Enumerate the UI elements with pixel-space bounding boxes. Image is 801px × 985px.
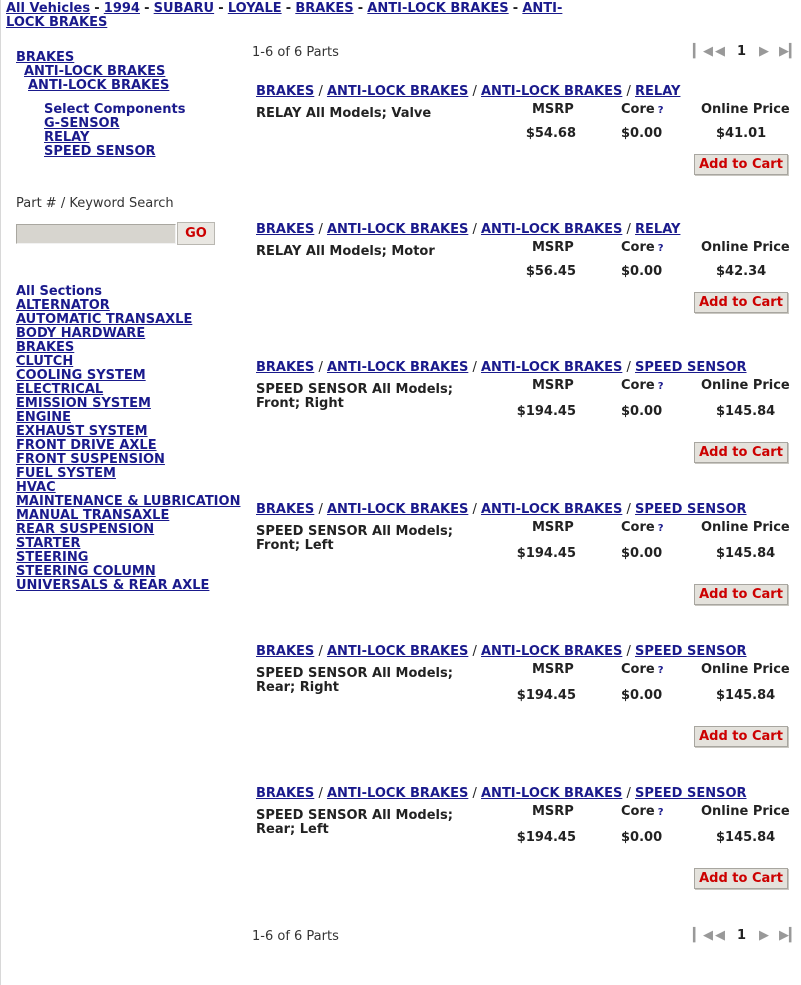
keyword-search-input[interactable]	[16, 224, 176, 244]
part-breadcrumb: BRAKES / ANTI-LOCK BRAKES / ANTI-LOCK BRAKES / SPEED SENSOR	[256, 786, 747, 801]
section-link[interactable]: ALTERNATOR	[16, 298, 110, 313]
part-listing	[256, 223, 791, 323]
online-price-header: Online Price	[701, 240, 790, 255]
current-page: 1	[737, 928, 747, 943]
core-help-icon[interactable]: ?	[657, 807, 664, 818]
search-label: Part # / Keyword Search	[16, 196, 174, 211]
section-link[interactable]: EMISSION SYSTEM	[16, 396, 151, 411]
section-link[interactable]: HVAC	[16, 480, 56, 495]
components-header: Select Components	[44, 102, 186, 117]
breadcrumb-model[interactable]: LOYALE	[227, 1, 282, 16]
part-breadcrumb: BRAKES / ANTI-LOCK BRAKES / ANTI-LOCK BRAKES / RELAY	[256, 84, 681, 99]
part-description: RELAY All Models; Valve	[256, 106, 432, 121]
part-crumb-anti-lock-group[interactable]: ANTI-LOCK BRAKES	[481, 786, 623, 801]
core-header: Core ?	[621, 662, 664, 677]
breadcrumb-separator: -	[357, 1, 364, 16]
msrp-value: $54.68	[525, 126, 576, 141]
online-price-header: Online Price	[701, 378, 790, 393]
part-crumb-anti-lock[interactable]: ANTI-LOCK BRAKES	[326, 84, 469, 99]
section-link[interactable]: FRONT DRIVE AXLE	[16, 438, 157, 453]
online-price-value: $145.84	[716, 546, 776, 561]
part-breadcrumb: BRAKES / ANTI-LOCK BRAKES / ANTI-LOCK BRAKES / RELAY	[256, 222, 681, 237]
section-link[interactable]: STEERING COLUMN	[16, 564, 156, 579]
section-link[interactable]: CLUTCH	[16, 354, 74, 369]
core-value: $0.00	[621, 264, 663, 279]
sidebar-components	[44, 103, 185, 159]
part-crumb-brakes[interactable]: BRAKES	[256, 360, 315, 375]
core-value: $0.00	[621, 688, 663, 703]
core-header: Core ?	[621, 240, 664, 255]
add-to-cart-button[interactable]: Add to Cart	[694, 442, 788, 463]
parts-count: 1-6 of 6 Parts	[252, 45, 339, 60]
part-listing	[256, 787, 791, 887]
parts-count: 1-6 of 6 Parts	[252, 929, 339, 944]
section-link[interactable]: FRONT SUSPENSION	[16, 452, 165, 467]
sidebar-tree-brakes[interactable]: BRAKES	[16, 50, 75, 65]
online-price-value: $145.84	[716, 830, 776, 845]
section-link[interactable]: FUEL SYSTEM	[16, 466, 116, 481]
msrp-value: $194.45	[516, 546, 576, 561]
msrp-header: MSRP	[532, 102, 574, 117]
part-crumb-component[interactable]: RELAY	[635, 84, 681, 99]
first-page-icon[interactable]: ▎◀	[693, 928, 713, 943]
part-crumb-anti-lock[interactable]: ANTI-LOCK BRAKES	[326, 644, 469, 659]
core-help-icon[interactable]: ?	[657, 523, 664, 534]
breadcrumb-separator: -	[218, 1, 224, 16]
online-price-header: Online Price	[701, 662, 790, 677]
sidebar-tree-anti-lock-brakes-group[interactable]: ANTI-LOCK BRAKES	[28, 78, 170, 93]
component-speed-sensor[interactable]: SPEED SENSOR	[44, 144, 156, 159]
core-header: Core ?	[621, 102, 664, 117]
online-price-header: Online Price	[701, 102, 790, 117]
part-crumb-anti-lock[interactable]: ANTI-LOCK BRAKES	[326, 222, 469, 237]
part-crumb-component[interactable]: SPEED SENSOR	[635, 786, 747, 801]
section-link[interactable]: STARTER	[16, 536, 81, 551]
add-to-cart-button[interactable]: Add to Cart	[694, 868, 788, 889]
part-description: SPEED SENSOR All Models; Front; Left	[256, 524, 453, 553]
breadcrumb-section[interactable]: BRAKES	[295, 1, 354, 16]
add-to-cart-button[interactable]: Add to Cart	[694, 726, 788, 747]
core-value: $0.00	[621, 404, 663, 419]
breadcrumb-separator: -	[285, 1, 292, 16]
core-help-icon[interactable]: ?	[657, 665, 664, 676]
part-listing	[256, 361, 791, 461]
prev-page-icon[interactable]: ◀	[715, 928, 725, 943]
section-link[interactable]: UNIVERSALS & REAR AXLE	[16, 578, 210, 593]
breadcrumb-group[interactable]: ANTI-LOCK BRAKES	[6, 1, 563, 30]
page-left-border	[0, 0, 1, 985]
pager-top	[693, 44, 799, 60]
msrp-value: $56.45	[525, 264, 576, 279]
section-link[interactable]: COOLING SYSTEM	[16, 368, 146, 383]
part-listing	[256, 645, 791, 745]
section-link[interactable]: MAINTENANCE & LUBRICATION	[16, 494, 241, 509]
breadcrumb	[6, 2, 596, 30]
msrp-header: MSRP	[532, 662, 574, 677]
breadcrumb-separator: -	[144, 1, 150, 16]
core-help-icon[interactable]: ?	[657, 105, 664, 116]
part-crumb-brakes[interactable]: BRAKES	[256, 644, 315, 659]
breadcrumb-subsection[interactable]: ANTI-LOCK BRAKES	[367, 1, 509, 16]
core-value: $0.00	[621, 546, 663, 561]
next-page-icon[interactable]: ▶	[759, 928, 769, 943]
msrp-value: $194.45	[516, 404, 576, 419]
core-header: Core ?	[621, 804, 664, 819]
part-crumb-anti-lock-group[interactable]: ANTI-LOCK BRAKES	[481, 644, 623, 659]
part-description: SPEED SENSOR All Models; Rear; Right	[256, 666, 453, 695]
part-breadcrumb: BRAKES / ANTI-LOCK BRAKES / ANTI-LOCK BRAKES / SPEED SENSOR	[256, 644, 747, 659]
online-price-header: Online Price	[701, 520, 790, 535]
component-relay[interactable]: RELAY	[44, 130, 90, 145]
msrp-value: $194.45	[516, 688, 576, 703]
part-crumb-brakes[interactable]: BRAKES	[256, 222, 315, 237]
breadcrumb-separator: -	[94, 1, 100, 16]
section-link[interactable]: ELECTRICAL	[16, 382, 104, 397]
breadcrumb-separator: -	[512, 1, 519, 16]
section-link[interactable]: EXHAUST SYSTEM	[16, 424, 148, 439]
part-crumb-anti-lock[interactable]: ANTI-LOCK BRAKES	[326, 502, 469, 517]
part-crumb-anti-lock[interactable]: ANTI-LOCK BRAKES	[326, 786, 469, 801]
part-listing	[256, 85, 791, 185]
component-g-sensor[interactable]: G-SENSOR	[44, 116, 120, 131]
add-to-cart-button[interactable]: Add to Cart	[694, 292, 788, 313]
breadcrumb-make[interactable]: SUBARU	[153, 1, 215, 16]
core-value: $0.00	[621, 126, 663, 141]
part-crumb-anti-lock-group[interactable]: ANTI-LOCK BRAKES	[481, 84, 623, 99]
breadcrumb-year[interactable]: 1994	[103, 1, 140, 16]
msrp-value: $194.45	[516, 830, 576, 845]
online-price-value: $145.84	[716, 688, 776, 703]
section-link[interactable]: ENGINE	[16, 410, 72, 425]
core-value: $0.00	[621, 830, 663, 845]
part-crumb-anti-lock-group[interactable]: ANTI-LOCK BRAKES	[481, 222, 623, 237]
sidebar-tree-anti-lock-brakes[interactable]: ANTI-LOCK BRAKES	[24, 64, 166, 79]
part-description: SPEED SENSOR All Models; Rear; Left	[256, 808, 453, 837]
next-page-icon[interactable]: ▶	[759, 44, 769, 59]
section-link[interactable]: BODY HARDWARE	[16, 326, 146, 341]
go-button[interactable]: GO	[177, 222, 215, 245]
msrp-header: MSRP	[532, 378, 574, 393]
part-breadcrumb: BRAKES / ANTI-LOCK BRAKES / ANTI-LOCK BRAKES / SPEED SENSOR	[256, 502, 747, 517]
part-description: RELAY All Models; Motor	[256, 244, 435, 259]
part-crumb-component[interactable]: RELAY	[635, 222, 681, 237]
last-page-icon[interactable]: ▶▎	[779, 928, 799, 943]
msrp-header: MSRP	[532, 240, 574, 255]
section-link[interactable]: BRAKES	[16, 340, 75, 355]
online-price-value: $41.01	[716, 126, 767, 141]
core-help-icon[interactable]: ?	[657, 381, 664, 392]
part-crumb-brakes[interactable]: BRAKES	[256, 786, 315, 801]
online-price-header: Online Price	[701, 804, 790, 819]
sidebar-sections	[16, 285, 240, 593]
pager-bottom	[693, 928, 799, 944]
prev-page-icon[interactable]: ◀	[715, 44, 725, 59]
core-header: Core ?	[621, 378, 664, 393]
part-breadcrumb: BRAKES / ANTI-LOCK BRAKES / ANTI-LOCK BRAKES / SPEED SENSOR	[256, 360, 747, 375]
part-crumb-anti-lock-group[interactable]: ANTI-LOCK BRAKES	[481, 502, 623, 517]
last-page-icon[interactable]: ▶▎	[779, 44, 799, 59]
part-crumb-component[interactable]: SPEED SENSOR	[635, 502, 747, 517]
part-description: SPEED SENSOR All Models; Front; Right	[256, 382, 453, 411]
add-to-cart-button[interactable]: Add to Cart	[694, 154, 788, 175]
current-page: 1	[737, 44, 747, 59]
core-help-icon[interactable]: ?	[657, 243, 664, 254]
part-crumb-anti-lock[interactable]: ANTI-LOCK BRAKES	[326, 360, 469, 375]
add-to-cart-button[interactable]: Add to Cart	[694, 584, 788, 605]
online-price-value: $145.84	[716, 404, 776, 419]
section-link[interactable]: MANUAL TRANSAXLE	[16, 508, 170, 523]
sections-header: All Sections	[16, 284, 102, 299]
online-price-value: $42.34	[716, 264, 767, 279]
part-crumb-component[interactable]: SPEED SENSOR	[635, 360, 747, 375]
part-crumb-brakes[interactable]: BRAKES	[256, 502, 315, 517]
first-page-icon[interactable]: ▎◀	[693, 44, 713, 59]
breadcrumb-all-vehicles[interactable]: All Vehicles	[6, 1, 91, 16]
part-crumb-component[interactable]: SPEED SENSOR	[635, 644, 747, 659]
part-crumb-anti-lock-group[interactable]: ANTI-LOCK BRAKES	[481, 360, 623, 375]
part-crumb-brakes[interactable]: BRAKES	[256, 84, 315, 99]
section-link[interactable]: REAR SUSPENSION	[16, 522, 155, 537]
msrp-header: MSRP	[532, 804, 574, 819]
part-listing	[256, 503, 791, 603]
core-header: Core ?	[621, 520, 664, 535]
sidebar-category-tree	[16, 51, 169, 93]
section-link[interactable]: AUTOMATIC TRANSAXLE	[16, 312, 193, 327]
msrp-header: MSRP	[532, 520, 574, 535]
section-link[interactable]: STEERING	[16, 550, 89, 565]
